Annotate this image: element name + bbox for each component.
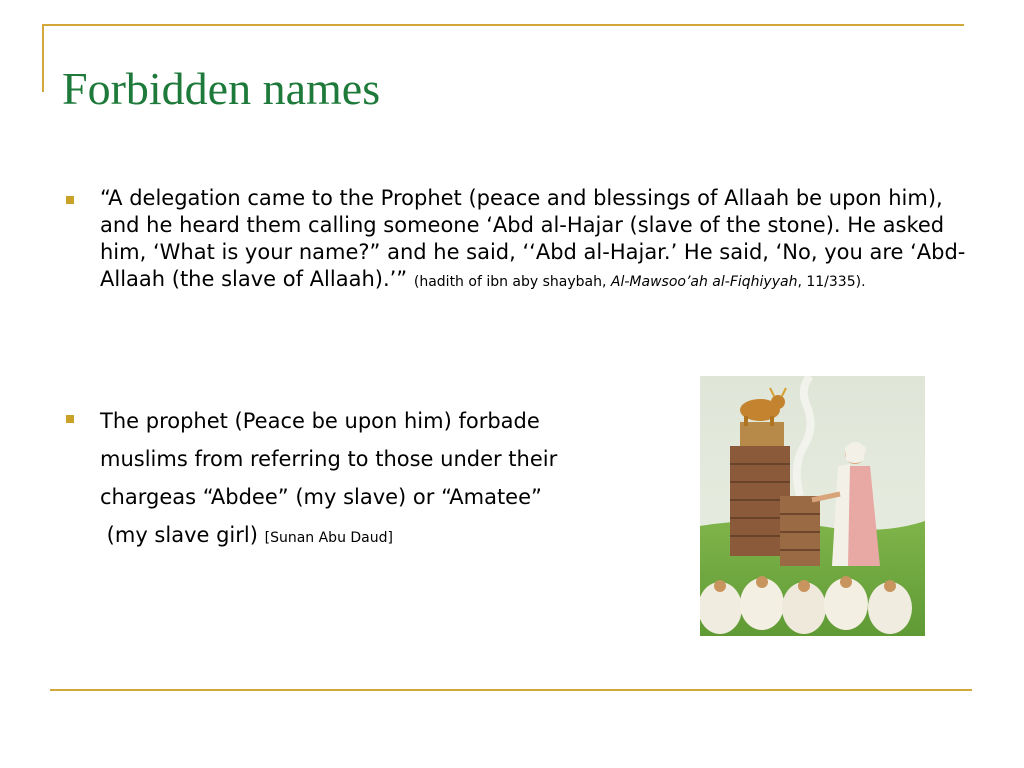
top-rule <box>42 24 964 26</box>
citation-suffix: , 11/335). <box>797 274 866 290</box>
prohibition-paragraph <box>100 402 660 557</box>
sunan-citation: [Sunan Abu Daud] <box>264 530 393 546</box>
quote-citation <box>414 274 866 290</box>
golden-calf-illustration <box>700 376 925 636</box>
prohibition-line-3: chargeas “Abdee” (my slave) or “Amatee” <box>100 485 542 509</box>
slide-title: Forbidden names <box>62 63 381 114</box>
prohibition-line-4-text: (my slave girl) <box>100 523 258 547</box>
citation-prefix: (hadith of ibn aby shaybah, <box>413 274 607 290</box>
bottom-rule <box>50 689 972 691</box>
bullet-marker-2 <box>66 415 74 423</box>
quote-text: “A delegation came to the Prophet (peace and blessings of Allaah be upon him), and he heard them calling someone ‘Abd al-Hajar (slave of the stone). He asked him, ‘What is your name?” and he said, ‘‘Abd al-Hajar.’ He said, ‘No, you are ‘Abd-Allaah (the slave of Allaah).’” <box>100 186 966 291</box>
citation-source: Al-Mawsoo’ah al-Fiqhiyyah <box>610 274 798 290</box>
quote-paragraph <box>100 185 970 296</box>
prohibition-line-2: muslims from referring to those under their <box>100 447 558 471</box>
prohibition-line-1: The prophet (Peace be upon him) forbade <box>100 409 540 433</box>
bullet-marker-1 <box>66 196 74 204</box>
prohibition-line-4 <box>100 516 660 557</box>
left-rule <box>42 26 44 92</box>
